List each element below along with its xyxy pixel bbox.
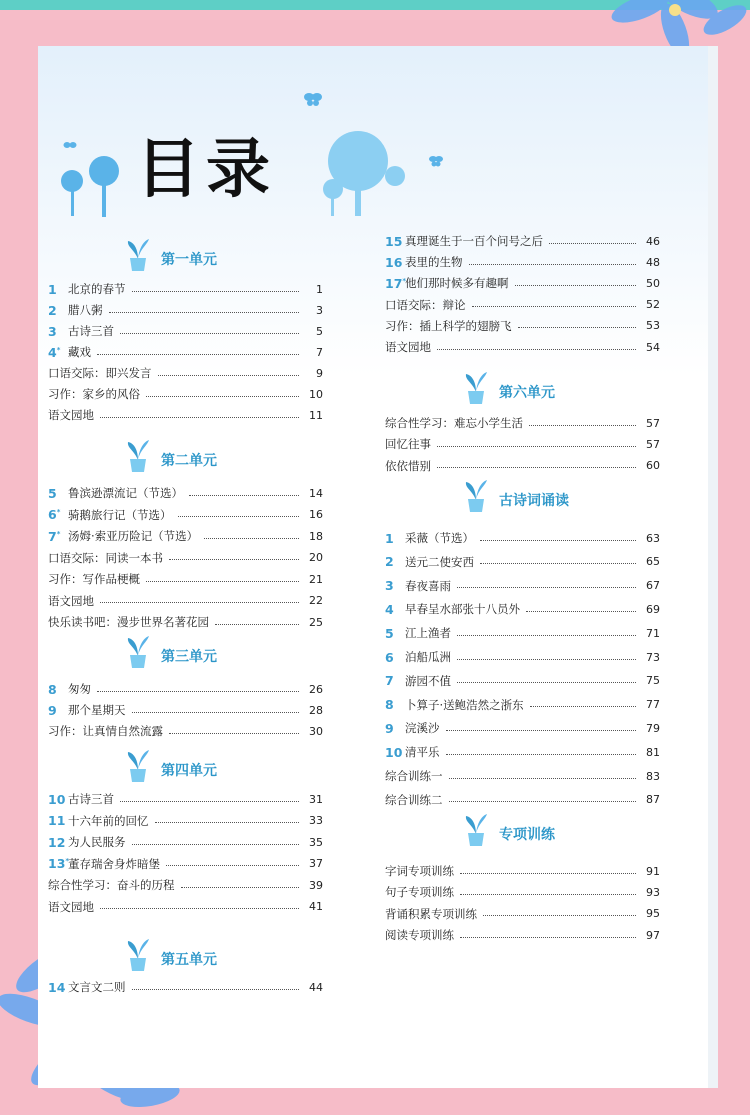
entry-title: 古诗三首 (68, 792, 114, 806)
entry-number: 15 (385, 233, 403, 249)
toc-page (38, 46, 718, 1088)
entry-page-number: 21 (309, 572, 323, 586)
toc-entry[interactable] (48, 790, 323, 808)
entry-page-number: 25 (309, 615, 323, 629)
entry-title: 卜算子·送鲍浩然之浙东 (405, 697, 524, 712)
entry-number: 8 (385, 697, 394, 713)
leader-dots (120, 801, 299, 802)
entry-page-number: 39 (309, 878, 323, 892)
leader-dots (469, 264, 637, 265)
entry-number: 1 (48, 281, 57, 297)
leader-dots (480, 540, 636, 541)
entry-title: 背诵积累专项训练 (385, 906, 477, 921)
unit-title: 第五单元 (161, 952, 217, 968)
entry-page-number: 97 (646, 928, 660, 942)
entry-page-number: 65 (646, 555, 660, 569)
leader-dots (518, 327, 637, 328)
leader-dots (181, 887, 300, 888)
leader-dots (446, 754, 637, 755)
leader-dots (100, 417, 299, 418)
entry-title: 泊船瓜洲 (405, 650, 451, 664)
entry-number: 13* (48, 856, 70, 871)
entry-title: 综合性学习：难忘小学生活 (385, 416, 523, 430)
leader-dots (109, 312, 300, 313)
toc-entry[interactable] (48, 592, 323, 610)
entry-title: 依依惜别 (385, 458, 431, 473)
entry-page-number: 20 (309, 551, 323, 564)
entry-number: 5 (385, 625, 394, 641)
toc-entry[interactable] (48, 722, 323, 740)
entry-page-number: 31 (309, 792, 323, 806)
entry-page-number: 87 (646, 793, 660, 807)
leader-dots (483, 915, 636, 916)
entry-page-number: 9 (316, 366, 323, 380)
leader-dots (178, 516, 300, 517)
toc-entry[interactable] (48, 343, 323, 361)
toc-entry[interactable] (385, 232, 660, 250)
entry-number: 17* (385, 275, 407, 291)
unit-heading (125, 237, 217, 271)
leader-dots (515, 285, 637, 286)
leader-dots (189, 495, 299, 496)
entry-page-number: 28 (309, 703, 323, 717)
entry-page-number: 22 (309, 594, 323, 607)
entry-page-number: 48 (646, 255, 660, 269)
plant-icon (463, 478, 489, 512)
plant-icon (125, 237, 151, 271)
entry-title: 习作：写作品梗概 (48, 572, 140, 586)
plant-icon (463, 812, 489, 846)
entry-number: 10 (48, 791, 66, 807)
entry-page-number: 44 (309, 980, 323, 994)
entry-page-number: 33 (309, 814, 323, 827)
trees-decoration-right (313, 121, 433, 221)
unit-title: 第二单元 (161, 453, 217, 469)
entry-title: 文言文二则 (68, 980, 126, 994)
entry-number: 6 (385, 649, 394, 665)
toc-entry[interactable] (385, 435, 660, 453)
toc-entry[interactable] (385, 529, 660, 547)
entry-page-number: 57 (646, 437, 660, 451)
entry-page-number: 35 (309, 835, 323, 849)
entry-number: 7 (385, 673, 394, 689)
leader-dots (437, 467, 636, 468)
toc-entry[interactable] (385, 253, 660, 271)
leader-dots (97, 691, 299, 692)
trees-decoration-left (58, 141, 128, 221)
entry-title: 早春呈水部张十八员外 (405, 602, 520, 617)
entry-page-number: 83 (646, 769, 660, 783)
entry-title: 汤姆·索亚历险记（节选） (68, 529, 199, 543)
toc-entry[interactable] (385, 457, 660, 475)
toc-entry[interactable] (48, 876, 323, 894)
leader-dots (132, 291, 300, 292)
page-title: 目录 (136, 133, 276, 207)
leader-dots (169, 559, 299, 560)
toc-entry[interactable] (385, 696, 660, 714)
toc-entry[interactable] (48, 833, 323, 851)
entry-page-number: 16 (309, 508, 323, 521)
plant-icon (125, 937, 151, 971)
entry-number: 4 (385, 601, 394, 617)
toc-entry[interactable] (385, 624, 660, 642)
entry-page-number: 95 (646, 907, 660, 921)
toc-entry[interactable] (48, 613, 323, 631)
entry-title: 董存瑞舍身炸暗堡 (68, 856, 160, 871)
leader-dots (132, 844, 300, 845)
toc-entry[interactable] (385, 883, 660, 901)
entry-page-number: 5 (316, 324, 323, 338)
entry-title: 鲁滨逊漂流记（节选） (68, 486, 183, 500)
leader-dots (204, 538, 299, 539)
entry-page-number: 52 (646, 298, 660, 312)
toc-entry[interactable] (385, 414, 660, 432)
entry-title: 十六年前的回忆 (68, 813, 149, 828)
entry-page-number: 77 (646, 698, 660, 712)
entry-page-number: 41 (309, 900, 323, 913)
toc-entry[interactable] (385, 296, 660, 314)
entry-number: 4* (48, 344, 61, 360)
entry-page-number: 81 (646, 745, 660, 759)
entry-number: 16 (385, 254, 403, 270)
entry-page-number: 60 (646, 459, 660, 473)
leader-dots (166, 865, 299, 866)
entry-title: 综合训练二 (385, 792, 443, 807)
entry-number: 8 (48, 681, 57, 697)
unit-heading (125, 748, 217, 782)
entry-title: 综合训练一 (385, 769, 443, 783)
unit-title: 第一单元 (161, 252, 217, 268)
unit-title: 专项训练 (499, 827, 555, 843)
leader-dots (529, 425, 636, 426)
entry-page-number: 50 (646, 276, 660, 290)
entry-page-number: 46 (646, 234, 660, 248)
entry-page-number: 10 (309, 387, 323, 401)
toc-entry[interactable] (48, 701, 323, 719)
toc-entry[interactable] (48, 301, 323, 319)
leader-dots (549, 243, 636, 244)
unit-heading (463, 812, 555, 846)
entry-title: 快乐读书吧：漫步世界名著花园 (48, 615, 209, 629)
entry-title: 习作：家乡的风俗 (48, 387, 140, 401)
entry-title: 口语交际：即兴发言 (48, 366, 152, 380)
entry-title: 习作：让真情自然流露 (48, 724, 163, 738)
toc-entry[interactable] (385, 672, 660, 690)
entry-title: 习作：插上科学的翅膀飞 (385, 318, 512, 333)
toc-entry[interactable] (385, 317, 660, 335)
leader-dots (146, 581, 299, 582)
entry-page-number: 26 (309, 682, 323, 696)
unit-title: 第三单元 (161, 649, 217, 665)
leader-dots (132, 712, 300, 713)
leader-dots (437, 446, 636, 447)
entry-page-number: 91 (646, 864, 660, 878)
toc-entry[interactable] (385, 905, 660, 923)
entry-title: 语文园地 (385, 340, 431, 354)
entry-page-number: 14 (309, 486, 323, 500)
toc-entry[interactable] (385, 274, 660, 292)
entry-title: 采薇（节选） (405, 531, 474, 545)
entry-number: 10 (385, 744, 403, 760)
optional-star-mark: * (402, 276, 407, 285)
entry-title: 为人民服务 (68, 835, 126, 849)
leader-dots (449, 778, 637, 779)
entry-title: 腊八粥 (68, 303, 103, 317)
toc-entry[interactable] (385, 600, 660, 618)
entry-title: 骑鹅旅行记（节选） (68, 507, 172, 522)
leader-dots (100, 908, 299, 909)
entry-title: 江上渔者 (405, 626, 451, 641)
optional-star-mark: * (56, 529, 61, 538)
entry-title: 他们那时候多有趣啊 (405, 276, 509, 291)
entry-page-number: 11 (309, 408, 323, 422)
toc-entry[interactable] (48, 364, 323, 382)
leader-dots (457, 635, 636, 636)
toc-entry[interactable] (48, 322, 323, 340)
leader-dots (100, 602, 299, 603)
leader-dots (460, 873, 636, 874)
leader-dots (215, 624, 299, 625)
entry-number: 9 (48, 702, 57, 718)
entry-title: 口语交际：同读一本书 (48, 550, 163, 565)
plant-icon (125, 748, 151, 782)
entry-number: 5 (48, 485, 57, 501)
toc-entry[interactable] (385, 338, 660, 356)
toc-entry[interactable] (48, 680, 323, 698)
toc-entry[interactable] (48, 484, 323, 502)
entry-page-number: 7 (316, 345, 323, 359)
leader-dots (526, 611, 636, 612)
entry-title: 真理诞生于一百个问号之后 (405, 234, 543, 248)
leader-dots (446, 730, 637, 731)
unit-heading (463, 370, 555, 404)
leader-dots (120, 333, 299, 334)
entry-title: 送元二使安西 (405, 554, 474, 569)
leader-dots (460, 937, 636, 938)
entry-number: 14 (48, 979, 66, 995)
entry-title: 古诗三首 (68, 324, 114, 338)
toc-entry[interactable] (385, 553, 660, 571)
unit-title: 第六单元 (499, 385, 555, 401)
entry-number: 7* (48, 528, 61, 544)
unit-heading (463, 478, 569, 512)
entry-page-number: 18 (309, 529, 323, 543)
entry-title: 句子专项训练 (385, 885, 454, 900)
entry-page-number: 3 (316, 303, 323, 317)
entry-title: 口语交际：辩论 (385, 297, 466, 312)
entry-title: 字词专项训练 (385, 864, 454, 878)
butterfly-icon-small (428, 154, 444, 168)
leader-dots (169, 733, 299, 734)
toc-entry[interactable] (48, 898, 323, 916)
entry-page-number: 57 (646, 416, 660, 430)
entry-page-number: 75 (646, 674, 660, 688)
leader-dots (158, 375, 300, 376)
leader-dots (472, 306, 637, 307)
entry-title: 清平乐 (405, 745, 440, 760)
entry-page-number: 63 (646, 531, 660, 545)
toc-entry[interactable] (385, 767, 660, 785)
leader-dots (457, 659, 636, 660)
leader-dots (437, 349, 636, 350)
toc-entry[interactable] (48, 978, 323, 996)
entry-title: 匆匆 (68, 682, 91, 696)
toc-entry[interactable] (385, 648, 660, 666)
toc-entry[interactable] (48, 855, 323, 873)
leader-dots (97, 354, 299, 355)
leader-dots (132, 989, 300, 990)
entry-title: 表里的生物 (405, 255, 463, 270)
entry-number: 9 (385, 720, 394, 736)
entry-number: 12 (48, 834, 66, 850)
toc-entry[interactable] (385, 791, 660, 809)
entry-title: 语文园地 (48, 899, 94, 914)
entry-number: 2 (385, 554, 394, 570)
plant-icon (125, 438, 151, 472)
unit-title: 古诗词诵读 (499, 493, 569, 509)
entry-page-number: 37 (309, 857, 323, 870)
entry-title: 北京的春节 (68, 282, 126, 296)
entry-title: 阅读专项训练 (385, 928, 454, 943)
entry-title: 回忆往事 (385, 437, 431, 452)
entry-title: 浣溪沙 (405, 721, 440, 736)
butterfly-icon-left (63, 141, 77, 153)
toc-entry[interactable] (385, 577, 660, 595)
unit-heading (125, 438, 217, 472)
entry-title: 语文园地 (48, 593, 94, 608)
entry-page-number: 93 (646, 885, 660, 899)
toc-entry[interactable] (48, 280, 323, 298)
toc-entry[interactable] (385, 862, 660, 880)
toc-entry[interactable] (48, 549, 323, 567)
toc-entry[interactable] (48, 406, 323, 424)
entry-page-number: 30 (309, 724, 323, 738)
entry-page-number: 54 (646, 340, 660, 354)
entry-page-number: 69 (646, 602, 660, 616)
leader-dots (480, 563, 636, 564)
optional-star-mark: * (56, 345, 61, 354)
leader-dots (530, 706, 636, 707)
toc-entry[interactable] (385, 743, 660, 761)
plant-icon (463, 370, 489, 404)
toc-entry[interactable] (48, 812, 323, 830)
unit-heading (125, 937, 217, 971)
toc-entry[interactable] (385, 926, 660, 944)
entry-number: 11 (48, 813, 66, 828)
optional-star-mark: * (65, 856, 70, 865)
unit-title: 第四单元 (161, 763, 217, 779)
entry-title: 语文园地 (48, 408, 94, 422)
toc-entry[interactable] (48, 385, 323, 403)
entry-title: 藏戏 (68, 345, 91, 359)
unit-heading (125, 634, 217, 668)
entry-number: 1 (385, 530, 394, 546)
entry-number: 6* (48, 507, 61, 522)
entry-page-number: 71 (646, 626, 660, 640)
leader-dots (155, 822, 300, 823)
entry-title: 春夜喜雨 (405, 578, 451, 593)
entry-page-number: 73 (646, 650, 660, 664)
toc-entry[interactable] (48, 506, 323, 524)
leader-dots (460, 894, 636, 895)
leader-dots (449, 801, 637, 802)
toc-entry[interactable] (48, 527, 323, 545)
entry-title: 那个星期天 (68, 703, 126, 717)
entry-number: 3 (385, 578, 394, 594)
entry-page-number: 67 (646, 579, 660, 593)
leader-dots (146, 396, 299, 397)
leader-dots (457, 587, 636, 588)
butterfly-icon (303, 91, 323, 107)
entry-title: 游园不值 (405, 673, 451, 688)
entry-page-number: 79 (646, 721, 660, 735)
entry-number: 2 (48, 302, 57, 318)
entry-title: 综合性学习：奋斗的历程 (48, 878, 175, 892)
plant-icon (125, 634, 151, 668)
entry-number: 3 (48, 323, 57, 339)
entry-page-number: 1 (316, 282, 323, 296)
leader-dots (457, 682, 636, 683)
toc-entry[interactable] (385, 719, 660, 737)
optional-star-mark: * (56, 507, 61, 516)
entry-page-number: 53 (646, 319, 660, 333)
toc-entry[interactable] (48, 570, 323, 588)
